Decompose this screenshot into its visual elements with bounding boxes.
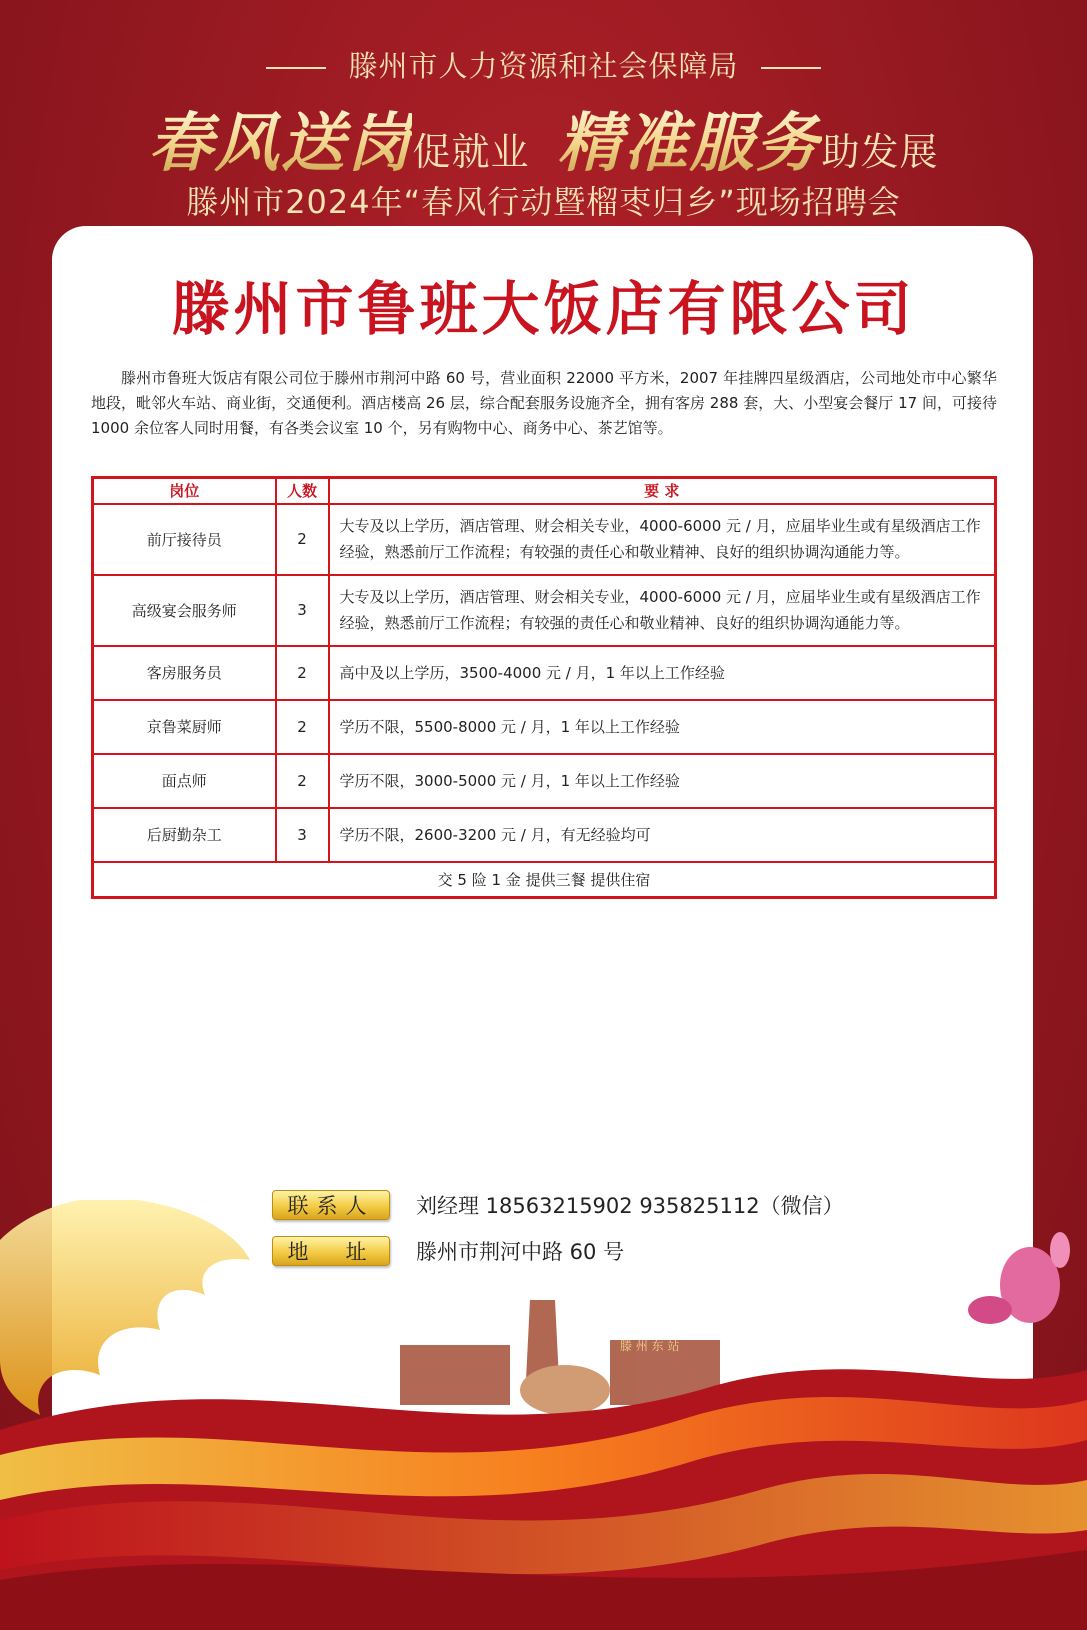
station-sign: 滕 州 东 站 [620,1339,680,1353]
table-row [93,808,996,862]
benefits-row [93,862,996,898]
table-header-row [93,478,996,504]
company-name: 滕州市鲁班大饭店有限公司 [171,275,916,343]
slogan-1-small: 促就业 [412,130,530,174]
slogan-1-big: 春风送岗 [148,106,413,181]
row-count: 2 [276,754,329,808]
right-dash [761,67,821,69]
contact-person-row [272,1190,844,1220]
company-intro: 滕州市鲁班大饭店有限公司位于滕州市荆河中路 60 号，营业面积 22000 平方米，2007 年挂牌四星级酒店，公司地处市中心繁华地段，毗邻火车站、商业街，交通便利。酒店楼高 26 层，综合配套服务设施齐全，拥有客房 288 套，大、小型宴会餐厅 17 间，可接待 1000 余位客人同时用餐，有各类会议室 10 个，另有购物中心、商务中心、茶艺馆等。 [91,369,997,437]
contact-label: 联系人 [272,1190,390,1220]
row-position: 后厨勤杂工 [93,808,276,862]
address-label: 地 址 [272,1236,390,1266]
row-count: 2 [276,700,329,754]
slogan-2-big: 精准服务 [557,106,822,181]
row-position: 面点师 [93,754,276,808]
address-value: 滕州市荆河中路 60 号 [416,1240,625,1264]
table-row [93,646,996,700]
row-requirements: 学历不限，2600-3200 元 / 月，有无经验均可 [329,808,996,862]
jobs-table [91,476,997,899]
lotus-icon [968,1232,1070,1324]
header-requirements: 要 求 [329,478,996,504]
row-count: 3 [276,575,329,646]
table-row [93,504,996,575]
table-row [93,754,996,808]
dragon-icon [0,1200,250,1415]
row-requirements: 大专及以上学历，酒店管理、财会相关专业，4000-6000 元 / 月，应届毕业生或有星级酒店工作经验，熟悉前厅工作流程；有较强的责任心和敬业精神、良好的组织协调沟通能力等。 [329,575,996,646]
organizer-line [0,44,1087,85]
row-position: 高级宴会服务师 [93,575,276,646]
row-count: 2 [276,646,329,700]
contact-address-row [272,1236,624,1266]
organizer-name: 滕州市人力资源和社会保障局 [348,49,739,83]
row-position: 客房服务员 [93,646,276,700]
table-row [93,575,996,646]
row-requirements: 大专及以上学历，酒店管理、财会相关专业，4000-6000 元 / 月，应届毕业生或有星级酒店工作经验，熟悉前厅工作流程；有较强的责任心和敬业精神、良好的组织协调沟通能力等。 [329,504,996,575]
slogan-2-small: 助发展 [821,130,939,174]
row-count: 3 [276,808,329,862]
event-title: 滕州市2024年“春风行动暨榴枣归乡”现场招聘会 [186,183,901,221]
row-position: 京鲁菜厨师 [93,700,276,754]
slogan [0,92,1087,184]
row-requirements: 高中及以上学历，3500-4000 元 / 月，1 年以上工作经验 [329,646,996,700]
header-count: 人数 [276,478,329,504]
table-row [93,700,996,754]
benefits: 交 5 险 1 金 提供三餐 提供住宿 [93,862,996,898]
row-requirements: 学历不限，5500-8000 元 / 月，1 年以上工作经验 [329,700,996,754]
row-requirements: 学历不限，3000-5000 元 / 月，1 年以上工作经验 [329,754,996,808]
row-count: 2 [276,504,329,575]
row-position: 前厅接待员 [93,504,276,575]
header-position: 岗位 [93,478,276,504]
left-dash [266,67,326,69]
contact-value: 刘经理 18563215902 935825112（微信） [416,1194,844,1218]
